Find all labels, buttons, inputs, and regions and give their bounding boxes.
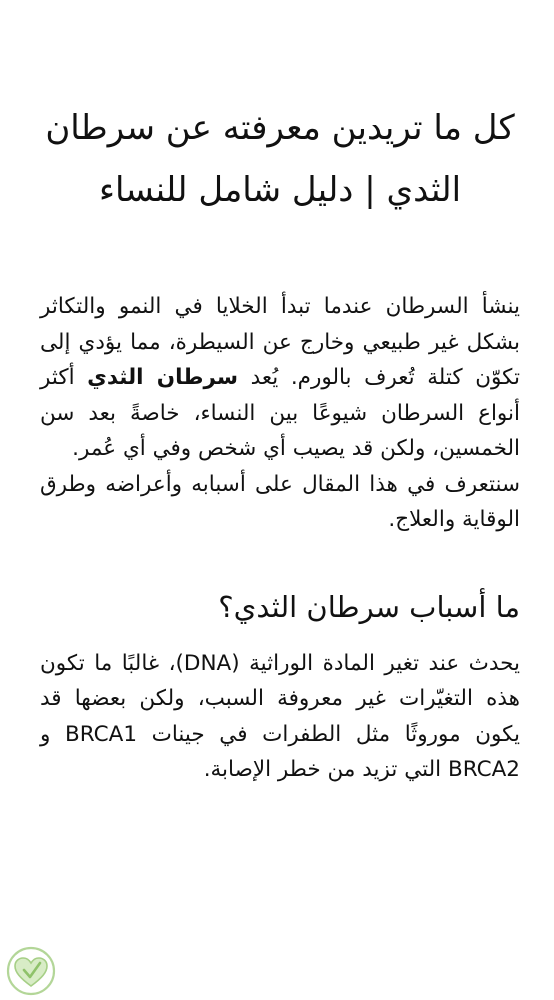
- intro-text-1: ينشأ السرطان عندما تبدأ الخلايا في النمو والتكاثر بشكل غير طبيعي وخارج عن السيطرة، مما يؤدي إلى تكوّن كتلة تُعرف بالورم. يُعد: [40, 294, 520, 390]
- dna-term: DNA: [183, 650, 232, 676]
- intro-text-3: سنتعرف في هذا المقال على أسبابه وأعراضه وطرق الوقاية والعلاج.: [40, 471, 520, 532]
- intro-text-2: أكثر أنواع السرطان شيوعًا بين النساء، خاصةً بعد سن الخمسين، ولكن قد يصيب أي شخص وفي أي عُمر.: [40, 365, 520, 461]
- causes-text-2: )، غالبًا ما تكون هذه التغيّرات غير معروفة السبب، ولكن بعضها قد يكون موروثًا مثل الطفرات في جينات: [40, 650, 521, 747]
- article-title: كل ما تريدين معرفته عن سرطان الثدي | دليل شامل للنساء: [45, 108, 515, 210]
- causes-heading: ما أسباب سرطان الثدي؟: [218, 589, 520, 624]
- causes-paragraph: [40, 646, 520, 788]
- and-word: و: [40, 721, 65, 747]
- heart-leaf-logo-icon: [2, 946, 60, 998]
- causes-text-3: التي تزيد من خطر الإصابة.: [203, 757, 448, 782]
- intro-paragraph: [40, 289, 520, 538]
- brca2-term: BRCA2: [447, 757, 520, 782]
- causes-text-1: يحدث عند تغير المادة الوراثية (: [231, 650, 520, 676]
- intro-bold-term: سرطان الثدي: [87, 365, 238, 390]
- brca1-term: BRCA1: [65, 721, 138, 747]
